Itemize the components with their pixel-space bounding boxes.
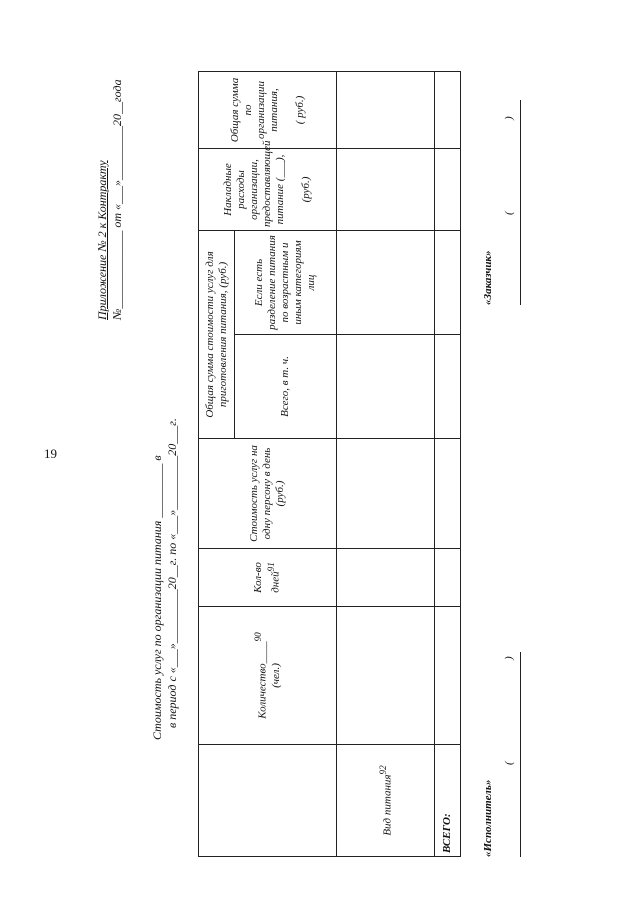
customer-bracket-close: ) (503, 116, 515, 120)
appendix-line-1: Приложение № 2 к Контракту (95, 160, 109, 320)
total-dni[interactable] (435, 549, 461, 607)
header-vsego (235, 335, 337, 439)
obshaya-label: Общая сумма стоимости услуг для приготовления питания, (руб.) (203, 251, 229, 418)
header-obshaya (199, 230, 235, 438)
total-kolichestvo[interactable] (435, 607, 461, 745)
cost-table (198, 71, 461, 857)
razdelenie-label: Если есть разделение питания по возрастным и иным категориям лиц (253, 235, 317, 330)
kolichestvo-footnote: 90 (253, 632, 264, 642)
customer-signature-line (520, 100, 521, 305)
title-line-2: в период с «___»_________20__г. по «___»_________20___г. (165, 418, 179, 728)
vid-footnote: 92 (377, 765, 388, 775)
kolichestvo-label: Количество____ (256, 641, 269, 719)
vid-label: Вид питания (381, 774, 394, 836)
header-dni (199, 549, 337, 607)
cell-nakladnye[interactable] (337, 148, 435, 230)
document-title (150, 418, 180, 740)
executor-signature-line (520, 652, 521, 857)
total-summa[interactable] (435, 71, 461, 148)
cell-vsego[interactable] (337, 335, 435, 439)
cell-kolichestvo[interactable] (337, 607, 435, 745)
header-vid (199, 745, 337, 857)
total-stoimost[interactable] (435, 439, 461, 549)
total-nakladnye[interactable] (435, 148, 461, 230)
header-stoimost (199, 439, 337, 549)
nakladnye-unit: (руб.) (300, 176, 312, 203)
appendix-heading (95, 79, 125, 320)
header-nakladnye (199, 140, 337, 230)
cell-dni[interactable] (337, 549, 435, 607)
total-text: ВСЕГО: (441, 813, 453, 853)
customer-bracket-open: ( (503, 211, 515, 215)
data-row (337, 71, 435, 856)
header-row-1 (199, 71, 235, 856)
executor-bracket-open: ( (503, 761, 515, 765)
appendix-line-2: №_____________ от «___»_________20__года (110, 79, 124, 320)
cell-razdelenie[interactable] (337, 230, 435, 334)
header-kolichestvo (199, 607, 337, 745)
header-razdelenie (235, 230, 337, 334)
vsego-label: Всего, в т. ч. (279, 356, 291, 417)
total-vsego[interactable] (435, 335, 461, 439)
stoimost-label: Стоимость услуг на одну персону в день (руб.) (248, 445, 286, 542)
summa-unit: ( руб.) (293, 95, 306, 125)
title-line-1: Стоимость услуг по организации питания _________ в (150, 455, 164, 740)
header-summa (199, 71, 337, 148)
cell-summa[interactable] (337, 71, 435, 148)
executor-bracket-close: ) (503, 656, 515, 660)
dni-label: Кол-во дней (252, 562, 282, 593)
kolichestvo-unit: (чел.) (269, 663, 282, 688)
total-razdelenie[interactable] (435, 230, 461, 334)
page-number: 19 (44, 446, 57, 461)
cell-stoimost[interactable] (337, 439, 435, 549)
executor-label: «Исполнитель» (482, 779, 494, 857)
total-row (435, 71, 461, 856)
cell-vid (337, 745, 435, 857)
customer-label: «Заказчик» (482, 250, 494, 305)
summa-label: Общая сумма по организации питания, (228, 77, 280, 143)
nakladnye-label: Накладные расходы организации, предоставляющей питание (___), (222, 140, 286, 227)
dni-footnote: 91 (266, 562, 277, 572)
total-label (435, 745, 461, 857)
